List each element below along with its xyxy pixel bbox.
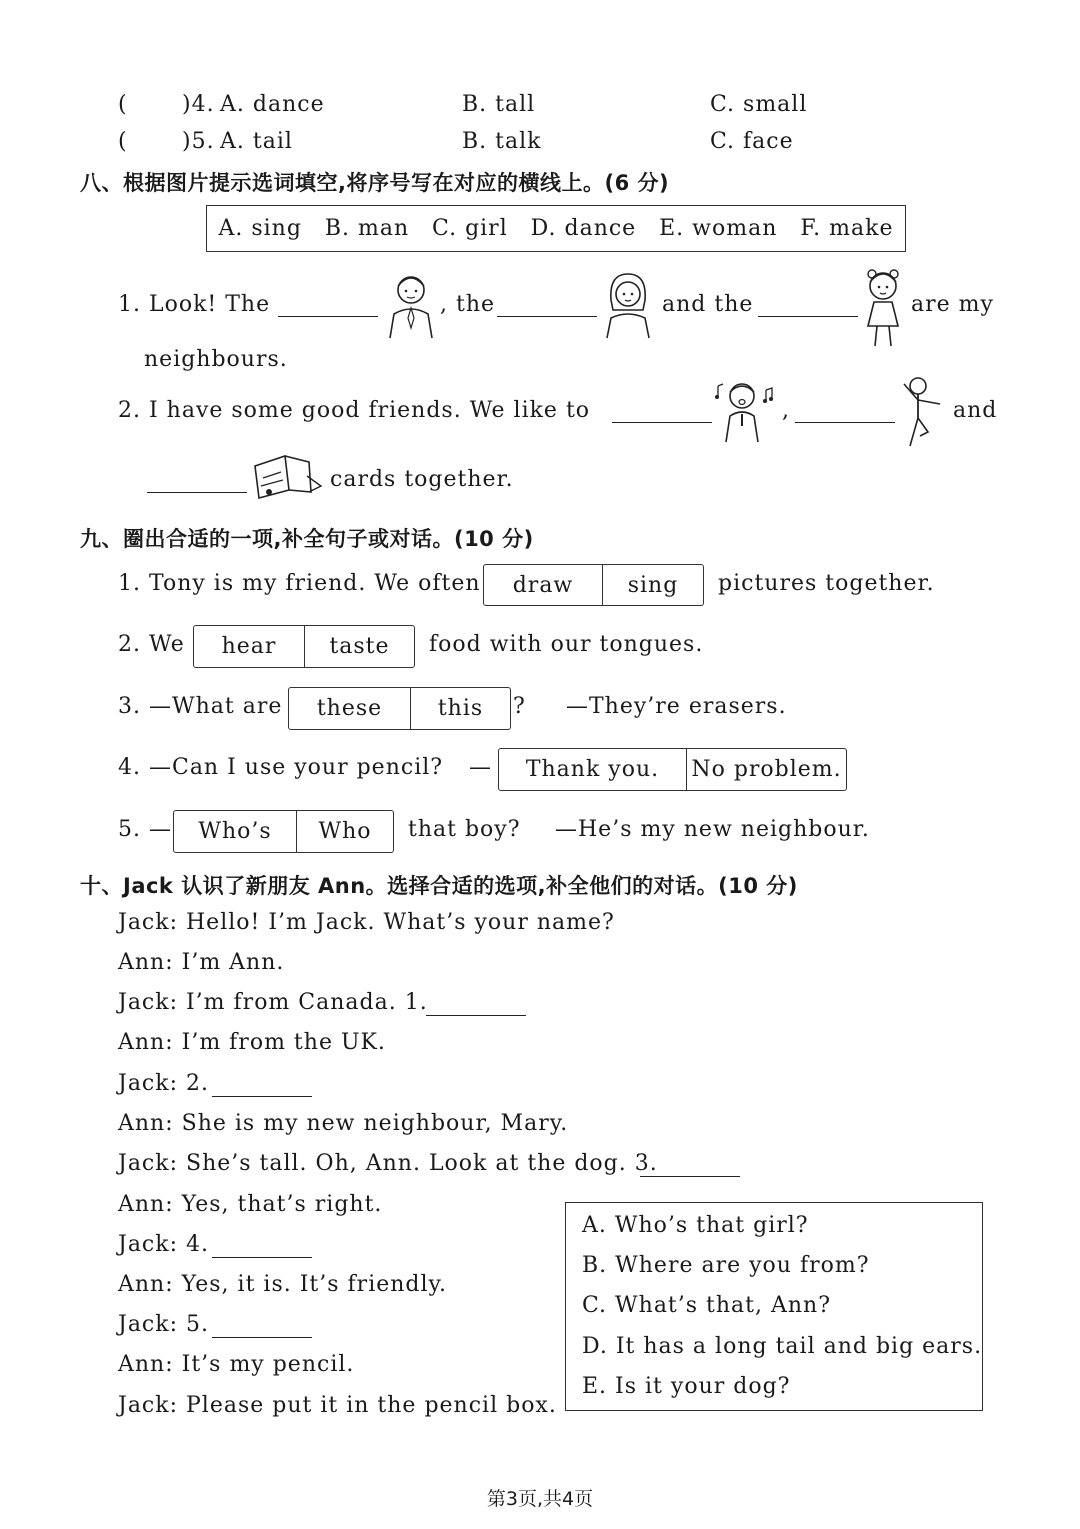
dialogue-line: Ann: I’m from the UK. — [118, 1030, 386, 1055]
s9-q3-reply: —They’re erasers. — [566, 694, 787, 719]
s8-q2-blank-2[interactable] — [795, 400, 895, 423]
card-icon — [249, 452, 325, 500]
answer-option: A. Who’s that girl? — [582, 1213, 809, 1238]
s9-q1-rest: pictures together. — [718, 571, 935, 596]
q4-option-c: C. small — [710, 92, 808, 117]
q5-paren: ( — [118, 129, 128, 154]
s9-q4-dash: — — [469, 755, 492, 780]
singing-boy-icon — [714, 376, 776, 444]
s9-q4-option-thank-you[interactable]: Thank you. — [525, 757, 660, 782]
s9-q4-prompt: 4. —Can I use your pencil? — [118, 755, 444, 780]
s8-q1-blank-1[interactable] — [278, 294, 378, 317]
section-10-title: 十、Jack 认识了新朋友 Ann。选择合适的选项,补全他们的对话。(10 分) — [80, 874, 798, 898]
s9-q3-option-these[interactable]: these — [316, 696, 383, 721]
s9-q2-prompt: 2. We — [118, 632, 185, 657]
q4-paren: ( — [118, 92, 128, 117]
s9-q1-choice-box — [483, 564, 704, 606]
s9-q1-option-draw[interactable]: draw — [512, 572, 574, 598]
s9-q5-option-whos[interactable]: Who’s — [198, 819, 272, 844]
dialogue-line: Ann: Yes, it is. It’s friendly. — [118, 1272, 448, 1297]
dialogue-blank-2[interactable] — [212, 1074, 312, 1097]
q5-number: )5. — [182, 129, 215, 154]
dialogue-line: Ann: She is my new neighbour, Mary. — [118, 1111, 569, 1136]
q5-option-a: A. tail — [220, 129, 293, 154]
page-number: 第3页,共4页 — [486, 1488, 594, 1510]
q4-option-a: A. dance — [220, 92, 325, 117]
s9-q3-choice-box — [288, 687, 511, 730]
man-icon — [382, 268, 440, 340]
s8-q1-part4: are my — [911, 292, 994, 317]
s8-q2-part2: , — [782, 398, 790, 423]
s9-q2-option-hear[interactable]: hear — [221, 634, 277, 659]
s9-q5-option-who[interactable]: Who — [296, 811, 393, 852]
word-bank-item: C. girl — [432, 216, 508, 241]
dialogue-blank-5[interactable] — [212, 1315, 312, 1338]
q4-number: )4. — [182, 92, 215, 117]
s8-q2-part4: cards together. — [330, 467, 514, 492]
s8-q2-blank-1[interactable] — [612, 400, 712, 423]
dialogue-line: Jack: I’m from Canada. 1. — [118, 990, 428, 1015]
dialogue-line: Ann: It’s my pencil. — [118, 1352, 355, 1377]
dialogue-line: Jack: She’s tall. Oh, Ann. Look at the dog. 3. — [118, 1151, 658, 1176]
word-bank-item: A. sing — [218, 216, 302, 241]
answer-options-box — [565, 1202, 983, 1411]
answer-option: C. What’s that, Ann? — [582, 1293, 832, 1318]
s9-q2-rest: food with our tongues. — [429, 632, 704, 657]
s9-q1-prompt: 1. Tony is my friend. We often — [118, 571, 481, 596]
word-bank-item: D. dance — [530, 216, 637, 241]
word-bank-item: F. make — [800, 216, 894, 241]
dialogue-line: Ann: Yes, that’s right. — [118, 1192, 383, 1217]
dialogue-blank-4[interactable] — [212, 1235, 312, 1258]
word-bank-item: B. man — [324, 216, 410, 241]
s8-q1-part2: , the — [440, 292, 496, 317]
answer-option: E. Is it your dog? — [582, 1374, 791, 1399]
s9-q1-option-sing[interactable]: sing — [602, 565, 703, 605]
dialogue-blank-1[interactable] — [426, 993, 526, 1016]
s9-q4-choice-box — [498, 748, 847, 791]
s8-q1-blank-3[interactable] — [758, 294, 858, 317]
s9-q5-reply: —He’s my new neighbour. — [555, 817, 870, 842]
s8-q2-blank-3[interactable] — [147, 470, 247, 493]
s9-q4-option-no-problem[interactable]: No problem. — [686, 749, 846, 790]
section-9-title: 九、圈出合适的一项,补全句子或对话。(10 分) — [80, 527, 534, 551]
s8-q1-part3: and the — [662, 292, 754, 317]
woman-icon — [601, 270, 655, 340]
s9-q5-choice-box — [173, 810, 394, 853]
s8-q1-part5: neighbours. — [144, 347, 288, 372]
s9-q3-prompt: 3. —What are — [118, 694, 283, 719]
section-8-title: 八、根据图片提示选词填空,将序号写在对应的横线上。(6 分) — [80, 171, 670, 195]
answer-option: D. It has a long tail and big ears. — [582, 1334, 983, 1359]
s9-q5-rest: that boy? — [408, 817, 521, 842]
word-bank-item: E. woman — [659, 216, 778, 241]
dialogue-blank-3[interactable] — [640, 1154, 740, 1177]
dialogue-line: Jack: Please put it in the pencil box. — [118, 1393, 557, 1418]
word-bank — [206, 205, 906, 252]
dialogue-line: Jack: 2. — [118, 1071, 209, 1096]
dialogue-line: Jack: Hello! I’m Jack. What’s your name? — [118, 910, 615, 935]
s9-q3-option-this[interactable]: this — [410, 688, 510, 729]
s9-q3-question-mark: ? — [513, 694, 526, 719]
q5-option-c: C. face — [710, 129, 794, 154]
dialogue-line: Jack: 4. — [118, 1232, 209, 1257]
s8-q2-part1: 2. I have some good friends. We like to — [118, 398, 591, 423]
s9-q5-prompt: 5. — — [118, 817, 172, 842]
s9-q2-option-taste[interactable]: taste — [304, 626, 414, 667]
q5-option-b: B. talk — [462, 129, 542, 154]
q4-option-b: B. tall — [462, 92, 536, 117]
s9-q2-choice-box — [193, 625, 415, 668]
girl-icon — [860, 266, 906, 348]
dialogue-line: Ann: I’m Ann. — [118, 950, 285, 975]
s8-q1-part1: 1. Look! The — [118, 292, 271, 317]
dialogue-line: Jack: 5. — [118, 1312, 209, 1337]
answer-option: B. Where are you from? — [582, 1253, 870, 1278]
s8-q2-part3: and — [953, 398, 998, 423]
dancer-icon — [898, 374, 944, 450]
s8-q1-blank-2[interactable] — [497, 294, 597, 317]
